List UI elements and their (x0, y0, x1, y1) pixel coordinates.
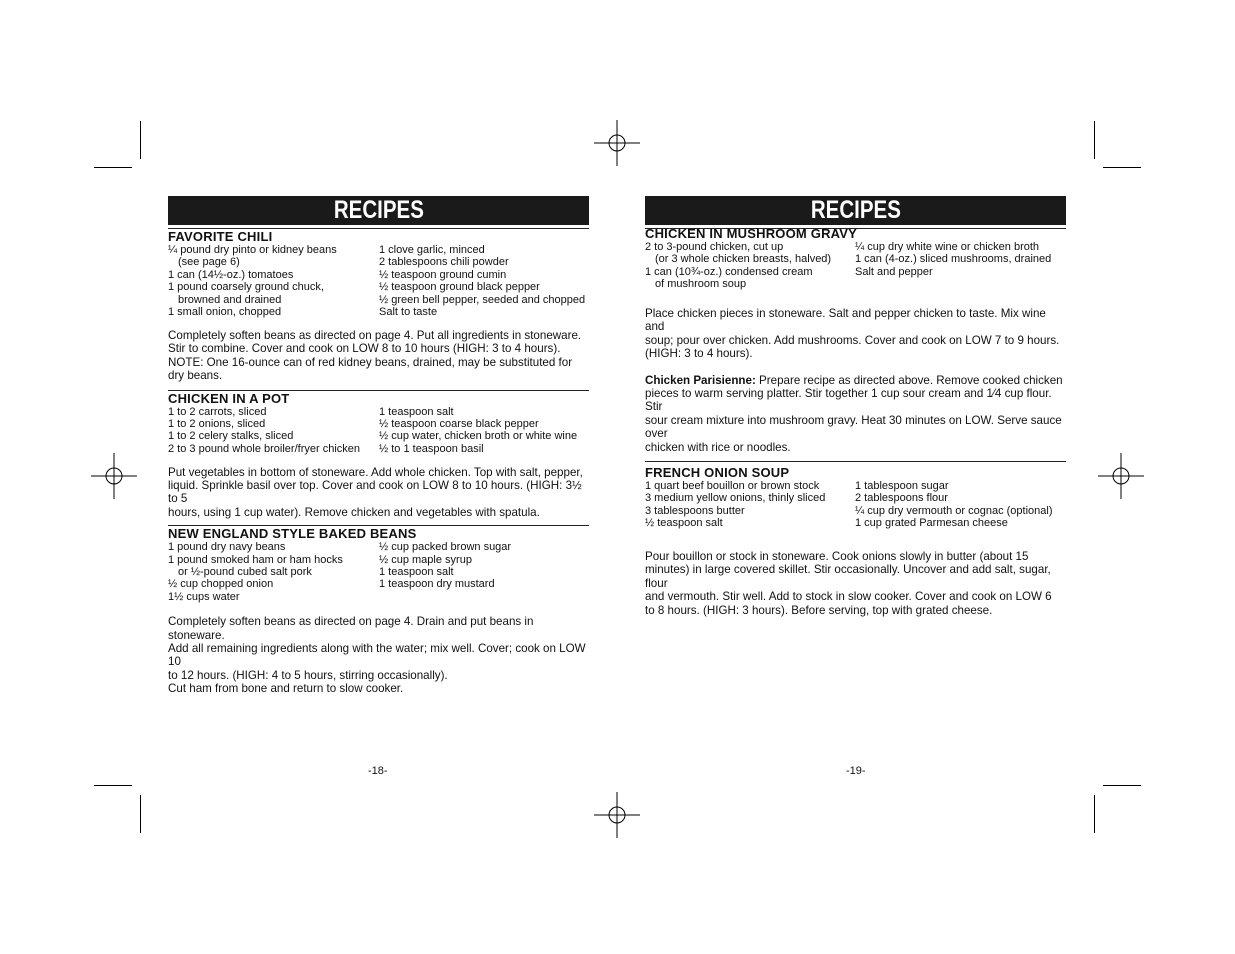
ingredient: ½ teaspoon ground black pepper (379, 281, 540, 294)
recipe-new-england-baked-beans (168, 526, 589, 695)
registration-target-icon (1098, 453, 1144, 499)
recipe-variation: Chicken Parisienne: Prepare recipe as directed above. Remove cooked chicken pieces to warm serving platter. Stir together 1 cup sour cream and 1⁄4 cup flour. Stir sour cream mixture into mushroom gravy. Heat 30 minutes on LOW. Serve sauce over chicken with rice or noodles. (645, 373, 1063, 454)
ingredient-list (168, 406, 589, 456)
ingredient: browned and drained (178, 293, 282, 306)
page-number: -19- (846, 765, 866, 777)
recipe-title: NEW ENGLAND STYLE BAKED BEANS (168, 526, 417, 542)
ingredient: 1 teaspoon salt (379, 566, 454, 579)
ingredient: 2 tablespoons flour (855, 492, 948, 505)
ingredient: 2 to 3-pound chicken, cut up (645, 241, 784, 253)
ingredient: (see page 6) (178, 256, 240, 269)
crop-mark (94, 785, 132, 786)
ingredient: 1 pound dry navy beans (168, 541, 286, 554)
ingredient-list (168, 244, 589, 319)
divider (645, 461, 1066, 462)
recipe-chicken-in-a-pot (168, 391, 589, 520)
ingredient: 1 can (14½-oz.) tomatoes (168, 268, 294, 281)
crop-mark (1103, 785, 1141, 786)
ingredient: Salt to taste (379, 306, 438, 319)
ingredient: 1 tablespoon sugar (855, 480, 949, 493)
ingredient: ½ to 1 teaspoon basil (379, 442, 484, 455)
recipe-title: FAVORITE CHILI (168, 229, 273, 244)
ingredient-list (168, 541, 589, 603)
ingredient: 1½ cups water (168, 590, 240, 603)
ingredient: ½ teaspoon coarse black pepper (379, 418, 539, 431)
crop-mark (1094, 121, 1095, 159)
page-header: RECIPES (168, 196, 589, 225)
crop-mark (1094, 795, 1095, 833)
variation-label: Chicken Parisienne: (645, 373, 756, 387)
recipe-title: CHICKEN IN MUSHROOM GRAVY (645, 226, 858, 241)
ingredient: 1 can (10¾-oz.) condensed cream (645, 265, 813, 278)
recipe-title: FRENCH ONION SOUP (645, 465, 790, 481)
recipe-instructions: Completely soften beans as directed on page 4. Drain and put beans in stoneware. Add all remaining ingredients along with the water; mix well. Cover; cook on LOW 10 to 12 hours. (HIGH: 4 to 5 hours, stirring occasionally). Cut ham from bone and return to slow cooker. (168, 615, 586, 696)
ingredient: 1 to 2 celery stalks, sliced (168, 430, 294, 443)
ingredient: 1 cup grated Parmesan cheese (855, 517, 1008, 530)
ingredient: ½ teaspoon ground cumin (379, 268, 507, 281)
ingredient: 3 tablespoons butter (645, 504, 745, 517)
ingredient-list (645, 241, 1066, 291)
recipe-instructions: Pour bouillon or stock in stoneware. Cook onions slowly in butter (about 15 minutes) in large covered skillet. Stir occasionally. Uncover and add salt, sugar, flour and vermouth. Stir well. Add to stock in slow cooker. Cover and cook on LOW 6 to 8 hours. (HIGH: 3 hours). Before serving, top with grated cheese. (645, 550, 1052, 617)
ingredient: 1 to 2 onions, sliced (168, 418, 266, 431)
recipe-instructions: Place chicken pieces in stoneware. Salt and pepper chicken to taste. Mix wine and soup; pour over chicken. Add mushrooms. Cover and cook on LOW 7 to 9 hours. (HIGH: 3 to 4 hours). (645, 307, 1060, 361)
ingredient: 1 quart beef bouillon or brown stock (645, 480, 820, 493)
ingredient: ¼ cup dry white wine or chicken broth (855, 241, 1040, 253)
ingredient: 1 teaspoon salt (379, 405, 454, 418)
ingredient: ¼ pound dry pinto or kidney beans (168, 244, 337, 256)
crop-mark (1103, 167, 1141, 168)
ingredient: ½ cup water, chicken broth or white wine (379, 430, 578, 443)
ingredient: 2 tablespoons chili powder (379, 256, 509, 269)
page-header: RECIPES (645, 196, 1066, 225)
crop-mark (140, 795, 141, 833)
registration-target-icon (91, 453, 137, 499)
recipe-french-onion-soup (645, 465, 1066, 617)
ingredient: 1 clove garlic, minced (379, 244, 485, 256)
ingredient: 3 medium yellow onions, thinly sliced (645, 492, 826, 505)
ingredient: Salt and pepper (855, 265, 933, 278)
recipe-instructions: Put vegetables in bottom of stoneware. Add whole chicken. Top with salt, pepper, liquid. Sprinkle basil over top. Cover and cook on LOW 8 to 10 hours. (HIGH: 3½ to 5 hours, using 1 cup water). Remove chicken and vegetables with spatula. (168, 465, 583, 519)
registration-target-icon (594, 792, 640, 838)
ingredient: ½ cup packed brown sugar (379, 541, 512, 554)
ingredient: 1 to 2 carrots, sliced (168, 405, 267, 418)
left-page (168, 196, 589, 696)
recipe-favorite-chili (168, 229, 589, 383)
ingredient: of mushroom soup (655, 278, 747, 291)
ingredient: 1 pound coarsely ground chuck, (168, 281, 324, 294)
right-page (645, 196, 1066, 617)
ingredient: ½ green bell pepper, seeded and chopped (379, 293, 586, 306)
ingredient: 1 pound smoked ham or ham hocks (168, 553, 343, 566)
ingredient: ½ teaspoon salt (645, 517, 723, 530)
recipe-instructions: Completely soften beans as directed on page 4. Put all ingredients in stoneware. Stir to combine. Cover and cook on LOW 8 to 10 hours (HIGH: 3 to 4 hours). NOTE: One 16-ounce can of red kidney beans, drained, may be substituted for dry beans. (168, 329, 582, 383)
ingredient: 1 teaspoon dry mustard (379, 578, 495, 591)
registration-target-icon (594, 120, 640, 166)
ingredient: 1 small onion, chopped (168, 306, 282, 319)
crop-mark (140, 121, 141, 159)
crop-mark (94, 167, 132, 168)
ingredient: ¼ cup dry vermouth or cognac (optional) (855, 504, 1053, 517)
ingredient: 1 can (4-oz.) sliced mushrooms, drained (855, 253, 1052, 266)
page-number: -18- (368, 765, 388, 777)
recipe-chicken-mushroom-gravy (645, 226, 1066, 454)
ingredient-list (645, 480, 1066, 530)
ingredient: ½ cup chopped onion (168, 578, 274, 591)
ingredient: or ½-pound cubed salt pork (178, 566, 312, 579)
recipe-title: CHICKEN IN A POT (168, 390, 290, 406)
ingredient: (or 3 whole chicken breasts, halved) (655, 253, 832, 266)
ingredient: 2 to 3 pound whole broiler/fryer chicken (168, 442, 360, 455)
ingredient: ½ cup maple syrup (379, 553, 472, 566)
